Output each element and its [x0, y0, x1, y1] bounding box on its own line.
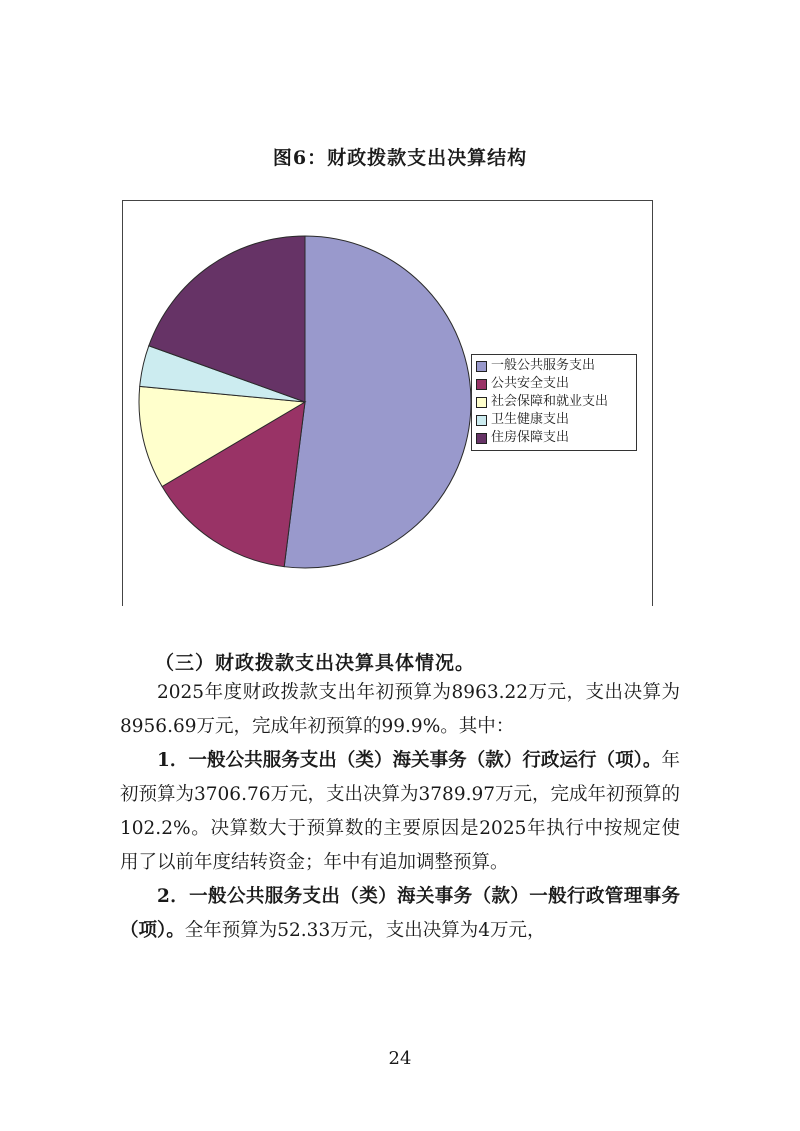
chart-legend	[471, 354, 637, 451]
paragraph-2-body: 年初预算为3706.76万元，支出决算为3789.97万元，完成年初预算的102.2%。决算数大于预算数的主要原因是2025年执行中按规定使用了以前年度结转资金；年中有追加调整预算。	[120, 750, 681, 873]
paragraph-3-heading: 2．一般公共服务支出（类）海关事务（款）一般行政管理事务（项）。	[120, 886, 680, 941]
legend-item-3	[476, 393, 632, 411]
legend-label-2: 公共安全支出	[491, 376, 570, 391]
legend-swatch-4	[476, 415, 487, 426]
legend-swatch-3	[476, 397, 487, 408]
legend-label-4: 卫生健康支出	[491, 412, 570, 427]
chart-frame	[122, 200, 653, 606]
paragraph-2-heading: 1．一般公共服务支出（类）海关事务（款）行政运行（项）。	[157, 750, 662, 771]
paragraph-1: 2025年度财政拨款支出年初预算为8963.22万元，支出决算为8956.69万元，完成年初预算的99.9%。其中：	[120, 682, 680, 737]
legend-label-5: 住房保障支出	[491, 430, 570, 445]
section-heading: （三）财政拨款支出决算具体情况。	[155, 652, 476, 674]
legend-swatch-2	[476, 379, 487, 390]
legend-swatch-5	[476, 433, 487, 444]
page-number: 24	[388, 1048, 412, 1069]
legend-item-2	[476, 375, 632, 393]
figure-title: 图6：财政拨款支出决算结构	[272, 147, 528, 169]
legend-item-4	[476, 411, 632, 429]
body-text	[120, 676, 680, 948]
legend-label-3: 社会保障和就业支出	[491, 394, 609, 409]
legend-item-5	[476, 429, 632, 447]
pie-slice-1	[284, 236, 471, 568]
paragraph-3-body: 全年预算为52.33万元，支出决算为4万元，	[184, 920, 546, 941]
legend-item-1	[476, 357, 632, 375]
paragraph-2	[120, 744, 680, 880]
legend-label-1: 一般公共服务支出	[491, 358, 596, 373]
legend-swatch-1	[476, 361, 487, 372]
paragraph-3	[120, 880, 680, 948]
